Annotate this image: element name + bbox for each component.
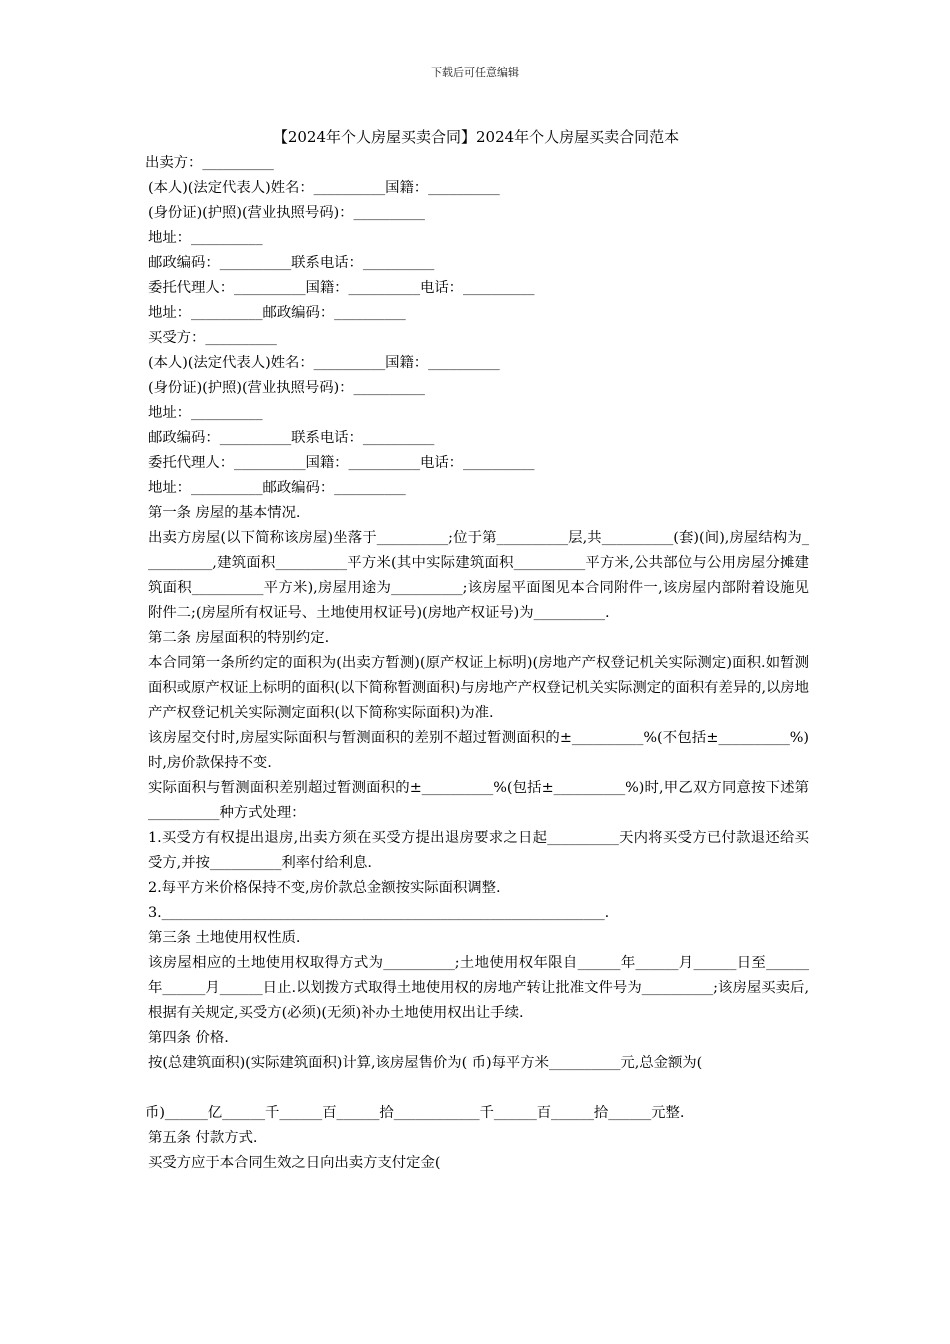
seller-address: 地址：__________ (148, 230, 263, 246)
article-1-heading: 第一条 房屋的基本情况. (148, 505, 301, 521)
seller-name-nationality: (本人)(法定代表人)姓名：__________国籍：__________ (148, 180, 500, 196)
seller-agent: 委托代理人：__________国籍：__________电话：__________ (148, 280, 535, 296)
article-5-heading: 第五条 付款方式. (148, 1130, 258, 1146)
article-1-body: 出卖方房屋(以下简称该房屋)坐落于__________;位于第__________层,共__________(套)(间),房屋结构为__________,建筑面积__________平方米(其中实际建筑面积__________平方米,公共部位与公用房屋分摊建筑面积__________平方米),房屋用途为__________;该房屋平面图见本合同附件一,该房屋内部附着设施见附件二;(房屋所有权证号、土地使用权证号)(房地产权证号)为__________. (148, 530, 810, 621)
article-2-option-1: 1.买受方有权提出退房,出卖方须在买受方提出退房要求之日起__________天内将买受方已付款退还给买受方,并按__________利率付给利息. (148, 830, 809, 871)
article-4-amount: 币)______亿______千______百______拾____________千______百______拾______元整. (145, 1105, 685, 1121)
seller-id-number: (身份证)(护照)(营业执照号码)：__________ (148, 205, 425, 221)
article-2-tolerance: 该房屋交付时,房屋实际面积与暂测面积的差别不超过暂测面积的±__________%(不包括±__________%)时,房价款保持不变. (148, 730, 809, 771)
buyer-agent-address: 地址：__________邮政编码：__________ (148, 480, 406, 496)
buyer-address: 地址：__________ (148, 405, 263, 421)
article-4-body: 按(总建筑面积)(实际建筑面积)计算,该房屋售价为( 币)每平方米__________元,总金额为( (148, 1055, 703, 1071)
seller-postcode-phone: 邮政编码：__________联系电话：__________ (148, 255, 435, 271)
seller-agent-address: 地址：__________邮政编码：__________ (148, 305, 406, 321)
buyer-postcode-phone: 邮政编码：__________联系电话：__________ (148, 430, 435, 446)
blank-spacer (145, 1076, 809, 1101)
article-2-heading: 第二条 房屋面积的特别约定. (148, 630, 330, 646)
article-2-option-3: 3.______________________________________________________________. (148, 905, 610, 921)
document-title: 【2024年个人房屋买卖合同】2024年个人房屋买卖合同范本 (272, 128, 680, 146)
article-2-option-2: 2.每平方米价格保持不变,房价款总金额按实际面积调整. (148, 880, 501, 896)
contract-body (145, 151, 809, 1176)
buyer-name-nationality: (本人)(法定代表人)姓名：__________国籍：__________ (148, 355, 500, 371)
article-5-body: 买受方应于本合同生效之日向出卖方支付定金( (148, 1155, 441, 1171)
seller-line: 出卖方：__________ (145, 155, 274, 171)
buyer-line: 买受方：__________ (148, 330, 277, 346)
buyer-id-number: (身份证)(护照)(营业执照号码)：__________ (148, 380, 425, 396)
article-2-exceed: 实际面积与暂测面积差别超过暂测面积的±__________%(包括±__________%)时,甲乙双方同意按下述第__________种方式处理： (148, 780, 809, 821)
article-2-body: 本合同第一条所约定的面积为(出卖方暂测)(原产权证上标明)(房地产产权登记机关实际测定)面积.如暂测面积或原产权证上标明的面积(以下简称暂测面积)与房地产产权登记机关实际测定的面积有差异的,以房地产产权登记机关实际测定面积(以下简称实际面积)为准. (148, 655, 809, 721)
buyer-agent: 委托代理人：__________国籍：__________电话：__________ (148, 455, 535, 471)
header-note: 下载后可任意编辑 (431, 66, 519, 79)
article-3-body: 该房屋相应的土地使用权取得方式为__________;土地使用权年限自______年______月______日至______年______月______日止.以划拨方式取得土地使用权的房地产转让批准文件号为__________;该房屋买卖后,根据有关规定,买受方(必须)(无须)补办土地使用权出让手续. (148, 955, 809, 1021)
article-4-heading: 第四条 价格. (148, 1030, 229, 1046)
article-3-heading: 第三条 土地使用权性质. (148, 930, 301, 946)
